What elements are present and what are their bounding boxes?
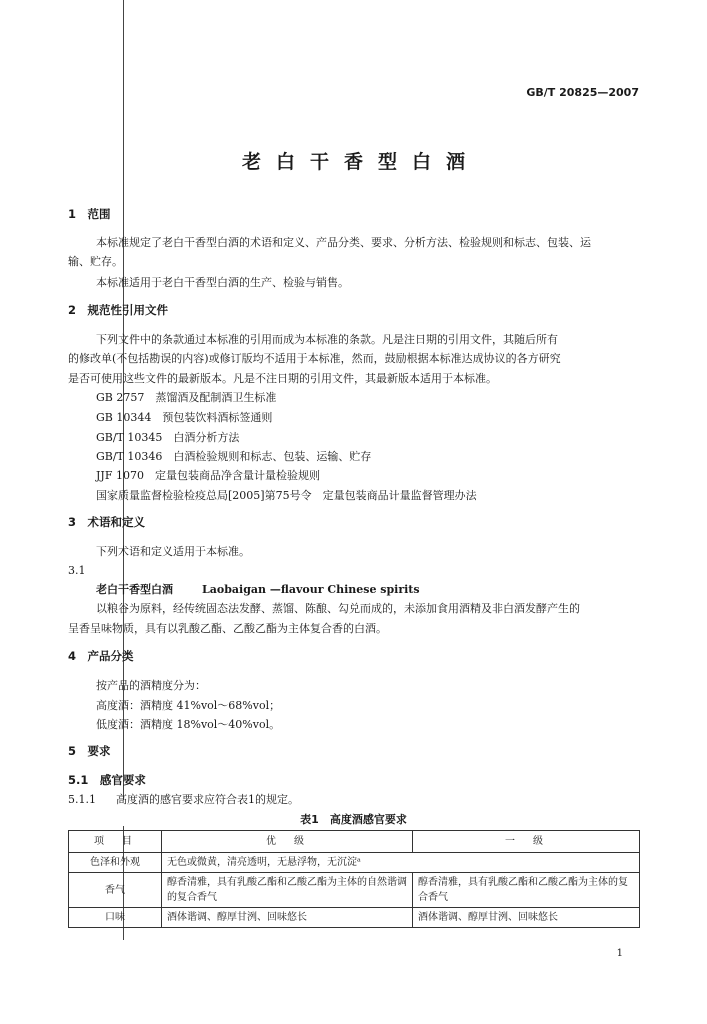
table-1-caption-title: 高度酒感官要求 (329, 813, 407, 826)
section-1-paragraph-2: 本标准适用于老白干香型白酒的生产、检验与销售。 (96, 276, 349, 289)
table-cell-grade-b: 醇香清雅，具有乳酸乙酯和乙酸乙酯为主体的复合香气 (413, 873, 640, 908)
section-2-paragraph-line-3: 是否可使用这些文件的最新版本。凡是不注日期的引用文件，其最新版本适用于本标准。 (68, 372, 497, 385)
document-title: 老白干香型白酒 (241, 151, 480, 173)
reference-item: 国家质量监督检验检疫总局[2005]第75号令 定量包装商品计量监督管理办法 (96, 489, 477, 502)
term-definition-line-1: 以粮谷为原料，经传统固态法发酵、蒸馏、陈酿、勾兑而成的，未添加食用酒精及非白酒发酵产生的 (96, 602, 580, 615)
reference-item: GB/T 10345 白酒分析方法 (96, 431, 240, 444)
table-cell-grade-a: 酒体谐调、醇厚甘洌、回味悠长 (162, 908, 413, 928)
section-2-paragraph-line-1: 下列文件中的条款通过本标准的引用而成为本标准的条款。凡是注日期的引用文件，其随后所有 (96, 333, 558, 346)
term-chinese: 老白干香型白酒 (96, 583, 173, 596)
table-1-caption-number: 表1 (300, 813, 319, 826)
section-1-paragraph-1-line-2: 输、贮存。 (68, 255, 123, 268)
table-1-caption (0, 811, 707, 827)
table-cell-merged: 无色或微黄，清亮透明，无悬浮物，无沉淀ᵃ (162, 853, 640, 873)
table-row (69, 853, 640, 873)
table-1 (68, 830, 640, 928)
section-4-intro: 按产品的酒精度分为： (96, 679, 206, 692)
term-english: Laobaigan —flavour Chinese spirits (202, 583, 420, 596)
clause-3-1-number: 3.1 (68, 564, 86, 577)
high-alcohol-class: 高度酒：酒精度 41%vol～68%vol； (96, 699, 281, 712)
clause-5-1-heading: 5.1 感官要求 (68, 773, 146, 787)
section-3-heading: 3 术语和定义 (68, 515, 146, 529)
section-3-intro: 下列术语和定义适用于本标准。 (96, 545, 250, 558)
table-header-row (69, 831, 640, 853)
table-cell-item: 香气 (69, 873, 162, 908)
table-header-item: 项 目 (69, 831, 162, 853)
table-header-grade-a: 优 级 (162, 831, 413, 853)
reference-item: JJF 1070 定量包装商品净含量计量检验规则 (96, 469, 320, 482)
section-1-heading: 1 范围 (68, 207, 111, 221)
standard-number: GB/T 20825—2007 (526, 86, 639, 99)
low-alcohol-class: 低度酒：酒精度 18%vol～40%vol。 (96, 718, 281, 731)
table-row (69, 908, 640, 928)
table-row (69, 873, 640, 908)
page-number: 1 (616, 948, 623, 959)
table-header-grade-b: 一 级 (413, 831, 640, 853)
section-4-heading: 4 产品分类 (68, 649, 134, 663)
table-cell-item: 口味 (69, 908, 162, 928)
reference-item: GB 10344 预包装饮料酒标签通则 (96, 411, 273, 424)
term-definition-line-2: 呈香呈味物质，具有以乳酸乙酯、乙酸乙酯为主体复合香的白酒。 (68, 622, 387, 635)
section-1-paragraph-1-line-1: 本标准规定了老白干香型白酒的术语和定义、产品分类、要求、分析方法、检验规则和标志、包装、运 (96, 236, 591, 249)
section-2-paragraph-line-2: 的修改单(不包括勘误的内容)或修订版均不适用于本标准，然而，鼓励根据本标准达成协议的各方研究 (68, 352, 561, 365)
section-2-heading: 2 规范性引用文件 (68, 303, 169, 317)
reference-item: GB/T 10346 白酒检验规则和标志、包装、运输、贮存 (96, 450, 372, 463)
clause-5-1-1-text: 高度酒的感官要求应符合表1的规定。 (116, 793, 299, 806)
clause-5-1-1-number: 5.1.1 (68, 793, 96, 806)
section-5-heading: 5 要求 (68, 744, 111, 758)
table-cell-grade-a: 醇香清雅，具有乳酸乙酯和乙酸乙酯为主体的自然谐调的复合香气 (162, 873, 413, 908)
table-cell-item: 色泽和外观 (69, 853, 162, 873)
reference-item: GB 2757 蒸馏酒及配制酒卫生标准 (96, 391, 277, 404)
table-cell-grade-b: 酒体谐调、醇厚甘洌、回味悠长 (413, 908, 640, 928)
